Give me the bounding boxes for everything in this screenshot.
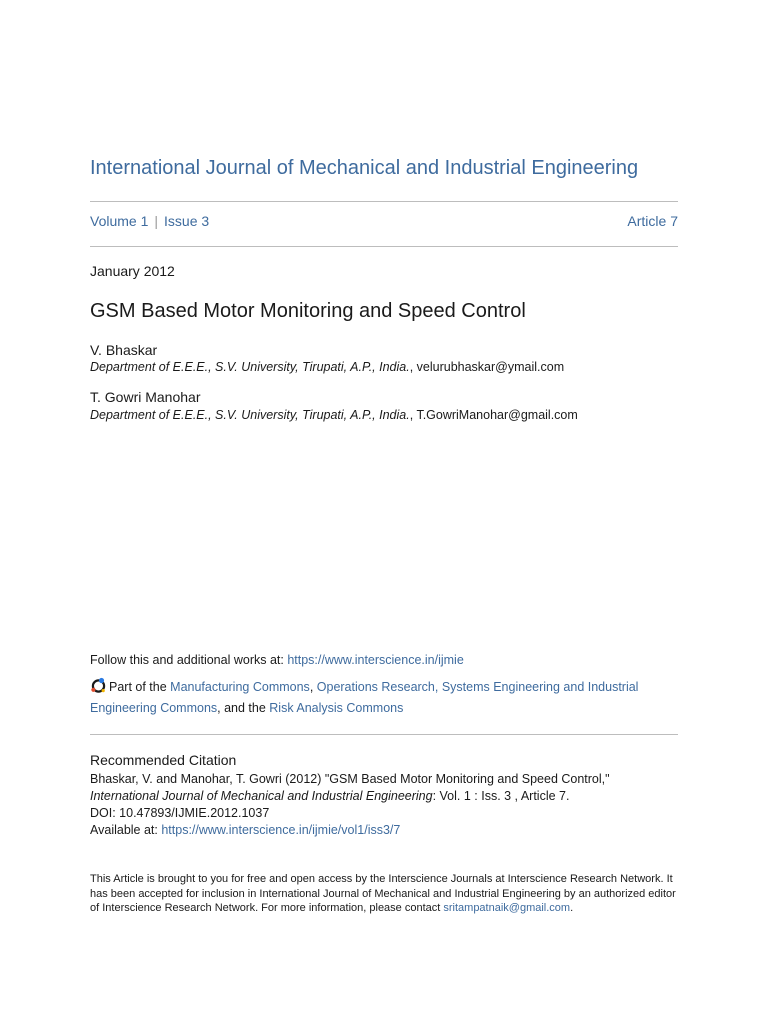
journal-title[interactable]	[90, 157, 638, 180]
part-of-sep2: , and the	[217, 701, 270, 715]
affiliation-text: Department of E.E.E., S.V. University, Tirupati, A.P., India.	[90, 360, 410, 374]
follow-link[interactable]: https://www.interscience.in/ijmie	[287, 653, 464, 667]
author-affiliation	[90, 360, 564, 374]
network-icon	[90, 677, 107, 694]
author-name: V. Bhaskar	[90, 342, 158, 358]
part-of-prefix: Part of the	[109, 680, 171, 694]
available-label: Available at:	[90, 823, 162, 837]
citation-text	[90, 771, 680, 805]
author-affiliation	[90, 408, 578, 422]
article-link[interactable]: Article 7	[627, 213, 678, 229]
author-name: T. Gowri Manohar	[90, 389, 201, 405]
citation-available	[90, 822, 680, 839]
part-of-line	[90, 677, 678, 719]
follow-line	[90, 653, 464, 667]
citation-journal: International Journal of Mechanical and Industrial Engineering	[90, 789, 433, 803]
manufacturing-commons-link[interactable]: Manufacturing Commons	[170, 680, 310, 694]
follow-text: Follow this and additional works at:	[90, 653, 288, 667]
risk-analysis-commons-link[interactable]: Risk Analysis Commons	[269, 701, 404, 715]
contact-email-link[interactable]: sritampatnaik@gmail.com	[443, 902, 571, 915]
issue-link[interactable]: Issue 3	[164, 213, 210, 229]
footer-end: .	[570, 902, 574, 915]
affiliation-text: Department of E.E.E., S.V. University, Tirupati, A.P., India.	[90, 408, 410, 422]
citation-tail: : Vol. 1 : Iss. 3 , Article 7.	[432, 789, 570, 803]
footer-note	[90, 872, 680, 916]
issue-nav-separator: |	[154, 213, 159, 229]
available-link[interactable]: https://www.interscience.in/ijmie/vol1/iss3/7	[161, 823, 401, 837]
part-of-sep1: ,	[309, 680, 317, 694]
journal-title-link[interactable]: International Journal of Mechanical and Industrial Engineering	[90, 157, 639, 179]
footer-text: This Article is brought to you for free and open access by the Interscience Journals at Interscience Research Network. It has been accepted for inclusion in International Journal of Mechanical and Industrial Engineering by an authorized editor of Interscience Research Network. For more information, please contact	[90, 873, 676, 915]
author-email: velurubhaskar@ymail.com	[416, 360, 565, 374]
citation-plain: Bhaskar, V. and Manohar, T. Gowri (2012) "GSM Based Motor Monitoring and Speed Control,"	[90, 772, 610, 786]
publication-date: January 2012	[90, 263, 175, 279]
divider-top	[90, 201, 678, 202]
citation-doi: DOI: 10.47893/IJMIE.2012.1037	[90, 806, 270, 820]
operations-research-commons-link[interactable]: Operations Research, Systems Engineering and Industrial Engineering Commons	[90, 680, 639, 715]
affiliation-separator: ,	[409, 360, 417, 374]
divider-citation	[90, 734, 678, 735]
citation-body	[90, 771, 680, 839]
article-title: GSM Based Motor Monitoring and Speed Control	[90, 300, 526, 322]
citation-heading: Recommended Citation	[90, 752, 237, 768]
affiliation-separator: ,	[409, 408, 417, 422]
author-email: T.GowriManohar@gmail.com	[416, 408, 578, 422]
divider-issue	[90, 246, 678, 247]
volume-link[interactable]: Volume 1	[90, 213, 149, 229]
issue-nav	[90, 213, 678, 229]
